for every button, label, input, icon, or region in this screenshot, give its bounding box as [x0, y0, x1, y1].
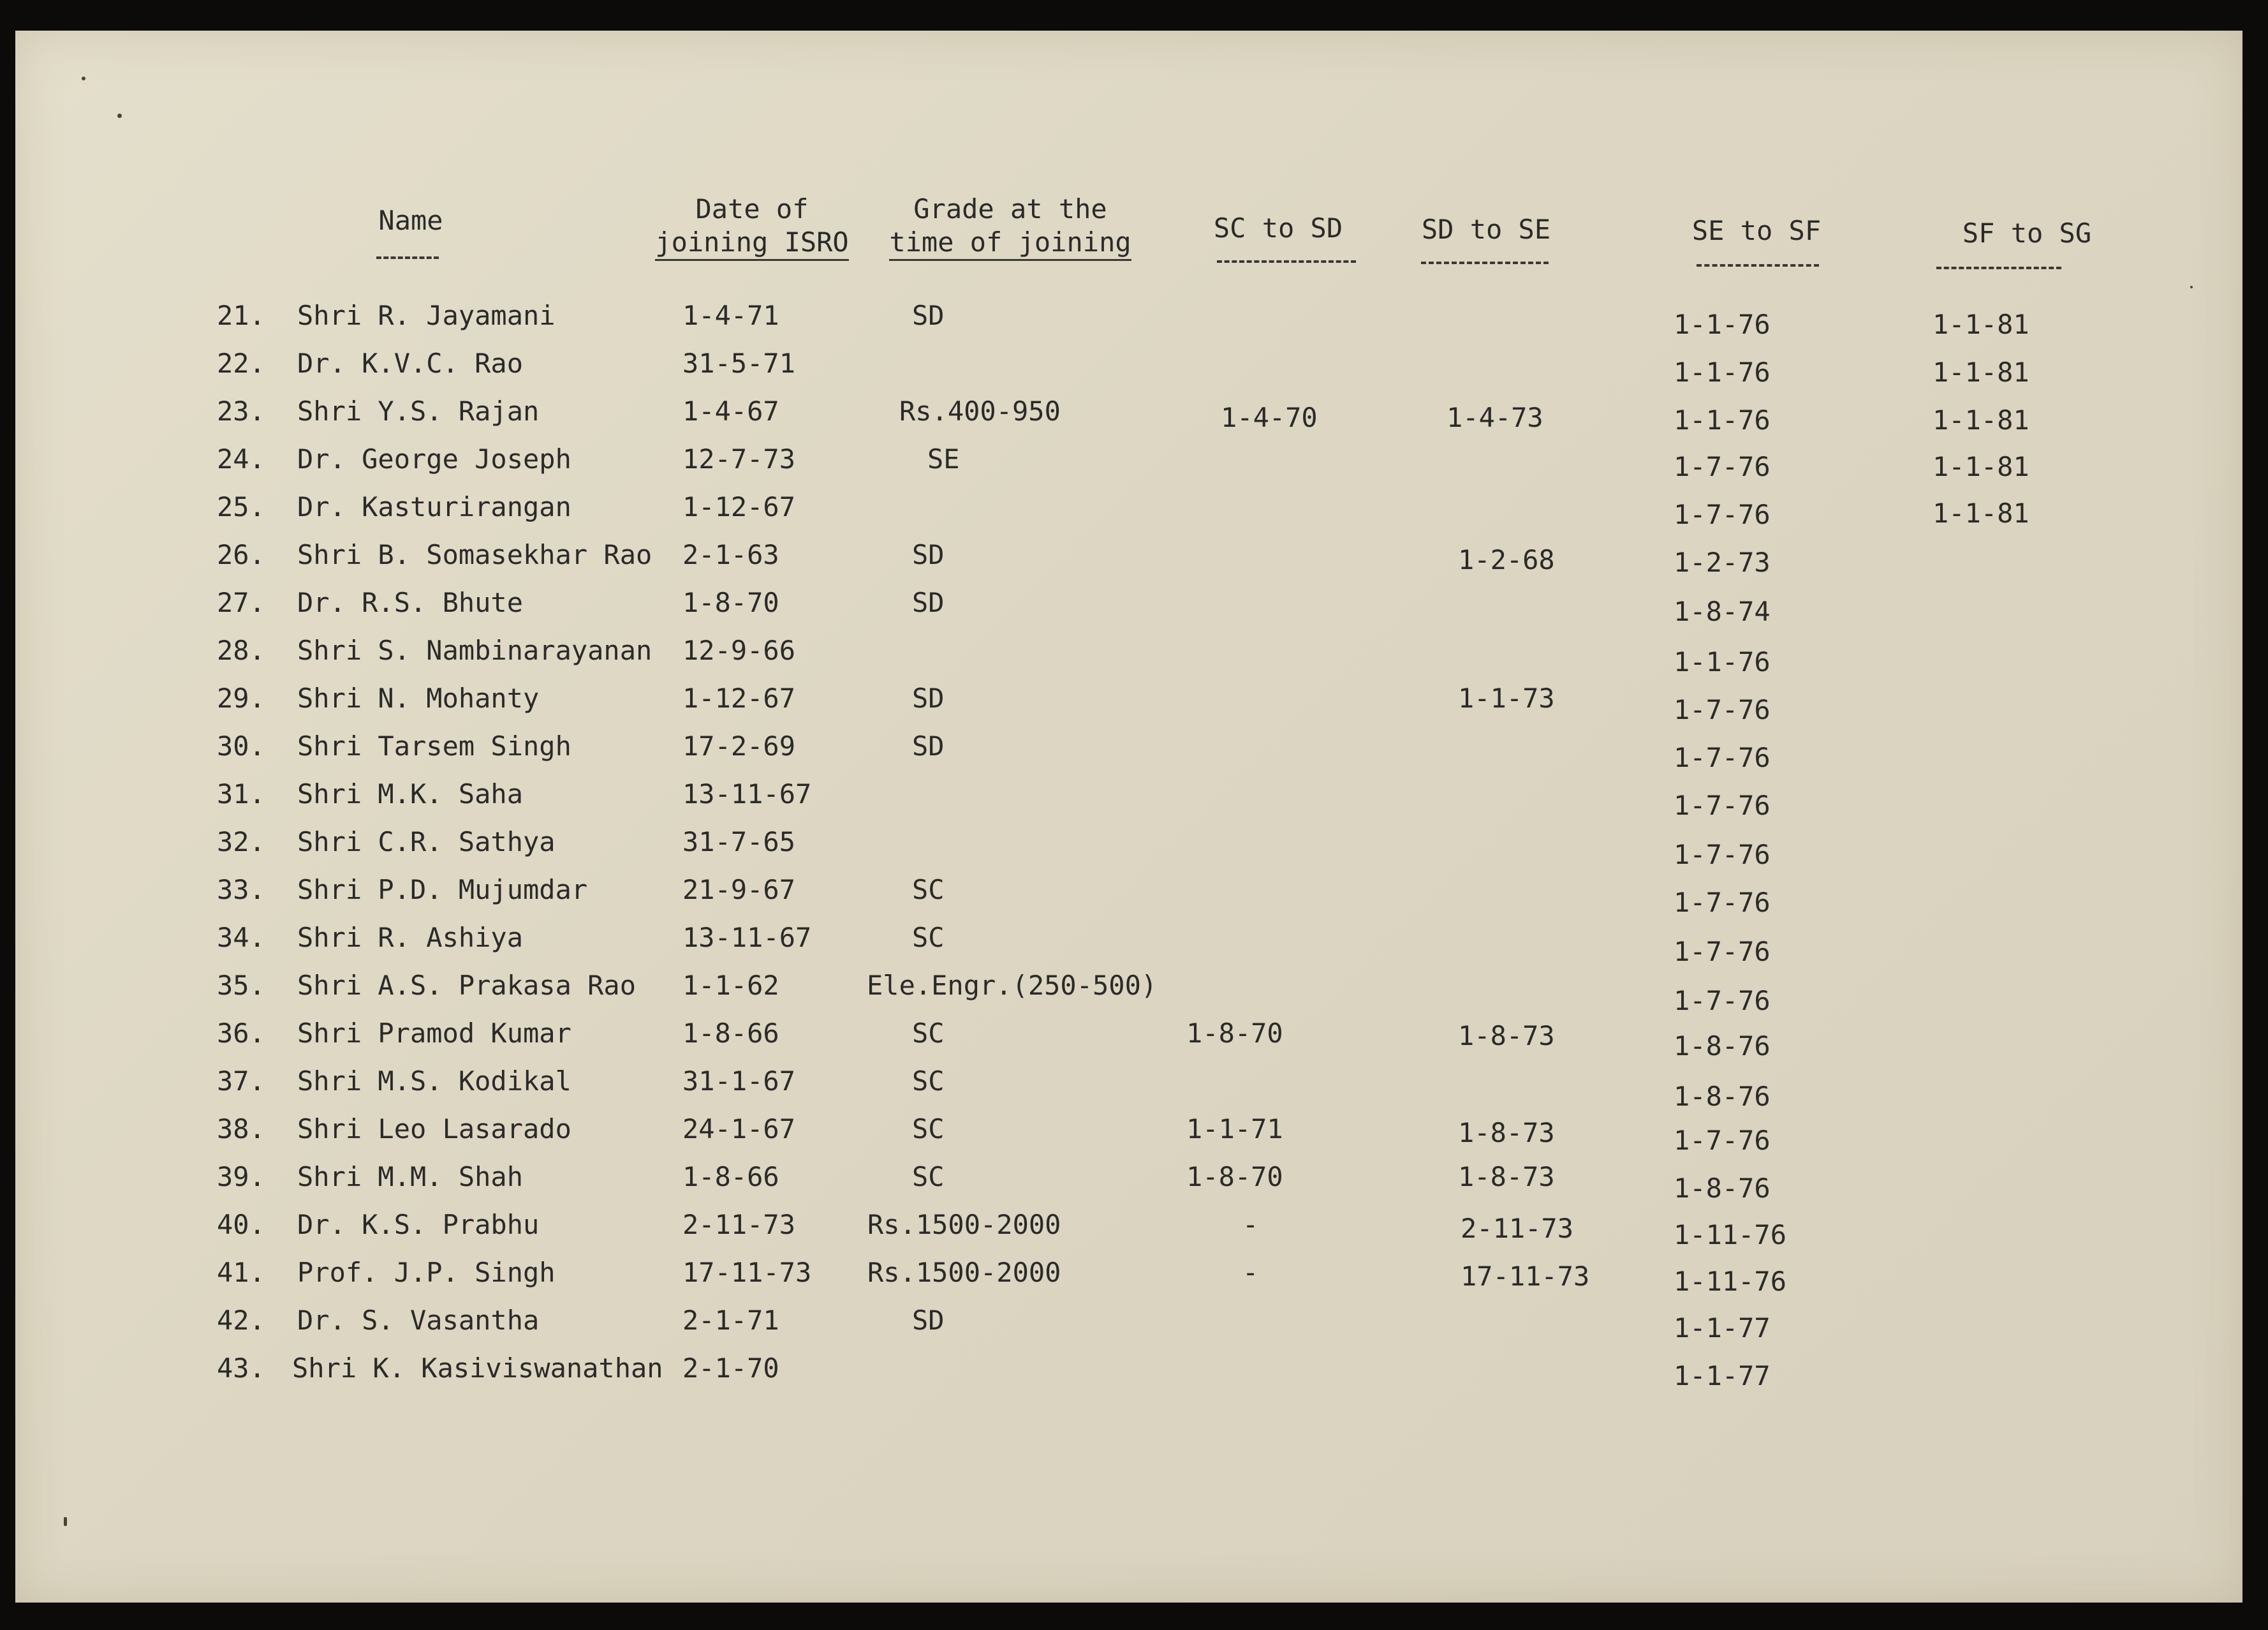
row-date-joined: 1-8-66	[682, 1161, 779, 1192]
row-date-joined: 1-1-62	[682, 970, 779, 1001]
row-name: Shri P.D. Mujumdar	[297, 874, 588, 905]
row-name: Shri R. Ashiya	[297, 922, 524, 953]
row-name: Dr. George Joseph	[297, 443, 571, 475]
row-se-to-sf: 1-7-76	[1674, 985, 1771, 1016]
header-sd-to-se-dash	[1421, 262, 1549, 264]
row-grade: SC	[912, 874, 945, 905]
row-date-joined: 1-12-67	[682, 491, 796, 522]
row-grade: SD	[912, 1305, 945, 1336]
row-number: 35.	[217, 970, 265, 1001]
row-number: 38.	[217, 1113, 265, 1145]
header-sc-to-sd-dash	[1217, 260, 1356, 263]
row-name: Shri M.K. Saha	[297, 778, 524, 810]
row-number: 21.	[217, 300, 265, 331]
row-number: 22.	[217, 348, 265, 379]
row-se-to-sf: 1-7-76	[1674, 694, 1771, 725]
row-number: 42.	[217, 1305, 265, 1336]
row-se-to-sf: 1-1-77	[1674, 1312, 1771, 1344]
row-se-to-sf: 1-7-76	[1674, 790, 1771, 821]
row-grade: SE	[927, 443, 960, 475]
row-date-joined: 21-9-67	[682, 874, 796, 905]
row-grade: SC	[912, 1065, 945, 1097]
table-row	[15, 826, 2242, 870]
row-sc-to-sd: -	[1242, 1209, 1259, 1240]
paper-speck	[82, 77, 85, 80]
row-se-to-sf: 1-8-76	[1674, 1173, 1771, 1204]
table-row	[15, 1209, 2242, 1250]
row-date-joined: 13-11-67	[682, 778, 812, 810]
header-sf-to-sg: SF to SG	[1962, 218, 2092, 249]
row-sd-to-se: 1-1-73	[1458, 683, 1555, 714]
row-name: Shri Tarsem Singh	[297, 730, 571, 762]
row-number: 23.	[217, 396, 265, 427]
table-row	[15, 443, 2242, 482]
row-se-to-sf: 1-11-76	[1674, 1219, 1787, 1250]
row-date-joined: 31-7-65	[682, 826, 796, 857]
table-row	[15, 1161, 2242, 1204]
row-sc-to-sd: -	[1242, 1257, 1259, 1288]
row-number: 26.	[217, 539, 265, 570]
table-row	[15, 1065, 2242, 1112]
row-grade: Rs.400-950	[899, 396, 1061, 427]
paper-speck	[2190, 286, 2193, 288]
row-se-to-sf: 1-8-76	[1674, 1081, 1771, 1112]
row-sd-to-se: 2-11-73	[1461, 1213, 1574, 1244]
row-grade: SC	[912, 1018, 945, 1049]
row-sd-to-se: 17-11-73	[1461, 1261, 1590, 1292]
row-grade: SD	[912, 539, 945, 570]
row-grade: Rs.1500-2000	[867, 1257, 1061, 1288]
row-grade: SD	[912, 730, 945, 762]
table-row	[15, 1257, 2242, 1295]
row-se-to-sf: 1-7-76	[1674, 839, 1771, 870]
row-se-to-sf: 1-1-76	[1674, 357, 1771, 388]
row-name: Shri M.M. Shah	[297, 1161, 524, 1192]
row-se-to-sf: 1-7-76	[1674, 1125, 1771, 1156]
table-row	[15, 300, 2242, 338]
row-se-to-sf: 1-7-76	[1674, 887, 1771, 918]
row-grade: SC	[912, 922, 945, 953]
row-name: Shri R. Jayamani	[297, 300, 556, 331]
row-grade: Ele.Engr.(250-500)	[867, 970, 1158, 1001]
row-grade: SD	[912, 300, 945, 331]
row-date-joined: 17-11-73	[682, 1257, 812, 1288]
header-se-to-sf-dash	[1697, 264, 1819, 267]
row-number: 29.	[217, 683, 265, 714]
row-grade: SD	[912, 587, 945, 618]
header-sc-to-sd: SC to SD	[1213, 212, 1343, 244]
row-sf-to-sg: 1-1-81	[1933, 451, 2029, 482]
table-row	[15, 1352, 2242, 1391]
table-row	[15, 922, 2242, 967]
row-number: 40.	[217, 1209, 265, 1240]
row-number: 34.	[217, 922, 265, 953]
row-grade: SC	[912, 1113, 945, 1145]
row-name: Dr. Kasturirangan	[297, 491, 571, 522]
row-number: 43.	[217, 1352, 265, 1384]
row-date-joined: 12-9-66	[682, 635, 796, 666]
row-sc-to-sd: 1-8-70	[1186, 1161, 1283, 1192]
row-grade: Rs.1500-2000	[867, 1209, 1061, 1240]
row-name: Shri Leo Lasarado	[297, 1113, 571, 1145]
row-date-joined: 17-2-69	[682, 730, 796, 762]
row-date-joined: 1-4-67	[682, 396, 779, 427]
document-page	[15, 31, 2242, 1603]
row-number: 24.	[217, 443, 265, 475]
row-sc-to-sd: 1-4-70	[1221, 402, 1318, 433]
row-number: 39.	[217, 1161, 265, 1192]
row-date-joined: 12-7-73	[682, 443, 796, 475]
row-name: Shri Pramod Kumar	[297, 1018, 571, 1049]
row-name: Shri B. Somasekhar Rao	[297, 539, 652, 570]
row-name: Dr. K.V.C. Rao	[297, 348, 524, 379]
row-sd-to-se: 1-2-68	[1458, 544, 1555, 575]
row-number: 28.	[217, 635, 265, 666]
row-se-to-sf: 1-1-77	[1674, 1360, 1771, 1391]
row-name: Dr. R.S. Bhute	[297, 587, 524, 618]
row-number: 31.	[217, 778, 265, 810]
table-row	[15, 348, 2242, 386]
table-row	[15, 970, 2242, 1016]
row-date-joined: 24-1-67	[682, 1113, 796, 1145]
row-grade: SD	[912, 683, 945, 714]
row-date-joined: 2-11-73	[682, 1209, 796, 1240]
row-number: 37.	[217, 1065, 265, 1097]
row-name: Shri A.S. Prakasa Rao	[297, 970, 637, 1001]
row-sf-to-sg: 1-1-81	[1933, 357, 2029, 388]
row-sf-to-sg: 1-1-81	[1933, 309, 2029, 340]
row-number: 32.	[217, 826, 265, 857]
table-row	[15, 874, 2242, 918]
table-row	[15, 778, 2242, 821]
row-name: Shri Y.S. Rajan	[297, 396, 540, 427]
row-sc-to-sd: 1-8-70	[1186, 1018, 1283, 1049]
row-date-joined: 1-12-67	[682, 683, 796, 714]
row-se-to-sf: 1-1-76	[1674, 404, 1771, 436]
table-row	[15, 683, 2242, 725]
row-date-joined: 31-5-71	[682, 348, 796, 379]
row-se-to-sf: 1-7-76	[1674, 936, 1771, 967]
row-name: Shri S. Nambinarayanan	[297, 635, 652, 666]
paper-speck	[64, 1517, 67, 1526]
row-number: 27.	[217, 587, 265, 618]
row-se-to-sf: 1-7-76	[1674, 451, 1771, 482]
row-number: 41.	[217, 1257, 265, 1288]
row-date-joined: 2-1-70	[682, 1352, 779, 1384]
row-name: Prof. J.P. Singh	[297, 1257, 556, 1288]
table-row	[15, 635, 2242, 678]
row-se-to-sf: 1-1-76	[1674, 646, 1771, 678]
header-name-dash	[376, 256, 439, 259]
header-sf-to-sg-dash	[1936, 267, 2061, 269]
row-se-to-sf: 1-7-76	[1674, 499, 1771, 530]
row-se-to-sf: 1-2-73	[1674, 547, 1771, 578]
header-se-to-sf: SE to SF	[1691, 215, 1822, 246]
row-date-joined: 13-11-67	[682, 922, 812, 953]
table-row	[15, 539, 2242, 577]
row-grade: SC	[912, 1161, 945, 1192]
row-name: Shri C.R. Sathya	[297, 826, 556, 857]
row-se-to-sf: 1-8-76	[1674, 1030, 1771, 1062]
row-name: Shri K. Kasiviswanathan	[292, 1352, 663, 1384]
table-row	[15, 1113, 2242, 1156]
row-se-to-sf: 1-7-76	[1674, 742, 1771, 773]
row-sf-to-sg: 1-1-81	[1933, 498, 2029, 529]
row-se-to-sf: 1-11-76	[1674, 1266, 1787, 1297]
row-date-joined: 1-4-71	[682, 300, 779, 331]
row-name: Shri M.S. Kodikal	[297, 1065, 571, 1097]
row-name: Dr. K.S. Prabhu	[297, 1209, 540, 1240]
table-row	[15, 396, 2242, 434]
row-name: Dr. S. Vasantha	[297, 1305, 540, 1336]
row-sd-to-se: 1-8-73	[1458, 1020, 1555, 1051]
header-sd-to-se: SD to SE	[1421, 214, 1551, 245]
row-number: 25.	[217, 491, 265, 522]
header-grade-at-joining: Grade at the time of joining	[870, 193, 1151, 259]
row-name: Shri N. Mohanty	[297, 683, 540, 714]
row-date-joined: 2-1-63	[682, 539, 779, 570]
table-row	[15, 491, 2242, 530]
row-sf-to-sg: 1-1-81	[1933, 404, 2029, 436]
row-se-to-sf: 1-1-76	[1674, 309, 1771, 340]
row-sd-to-se: 1-8-73	[1458, 1161, 1555, 1192]
row-sc-to-sd: 1-1-71	[1186, 1113, 1283, 1145]
table-row	[15, 730, 2242, 773]
header-name: Name	[378, 205, 443, 236]
row-date-joined: 2-1-71	[682, 1305, 779, 1336]
row-number: 33.	[217, 874, 265, 905]
row-number: 36.	[217, 1018, 265, 1049]
row-sd-to-se: 1-4-73	[1447, 402, 1543, 433]
row-date-joined: 1-8-70	[682, 587, 779, 618]
table-row	[15, 1305, 2242, 1343]
row-number: 30.	[217, 730, 265, 762]
table-row	[15, 1018, 2242, 1062]
row-se-to-sf: 1-8-74	[1674, 596, 1771, 627]
row-sd-to-se: 1-8-73	[1458, 1117, 1555, 1148]
row-date-joined: 1-8-66	[682, 1018, 779, 1049]
header-date-of-joining: Date of joining ISRO	[634, 193, 870, 259]
table-row	[15, 587, 2242, 625]
row-date-joined: 31-1-67	[682, 1065, 796, 1097]
paper-speck	[117, 114, 122, 118]
